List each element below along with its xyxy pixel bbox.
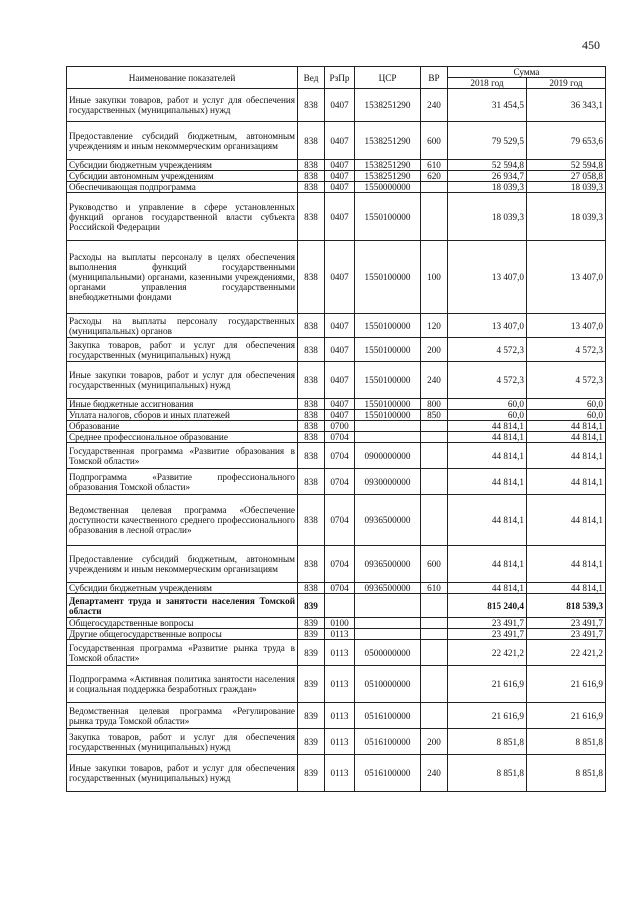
row-2019-cell: 18 039,3 [527,193,606,241]
row-vr-cell: 120 [421,314,448,338]
row-vr-cell: 600 [421,546,448,583]
row-rzpr-cell: 0113 [325,729,355,755]
row-2018-cell: 79 529,5 [448,122,527,160]
row-2019-cell: 4 572,3 [527,362,606,399]
table-row [67,193,606,241]
table-row [67,629,606,640]
table-row [67,171,606,182]
row-vr-cell [421,703,448,729]
row-vr-cell: 800 [421,399,448,410]
row-2018-cell: 44 814,1 [448,432,527,443]
row-2019-cell: 44 814,1 [527,546,606,583]
row-name-cell: Ведомственная целевая программа «Регулирование рынка труда Томской области» [67,703,298,729]
row-ved-cell: 838 [298,495,325,546]
row-csr-cell: 1538251290 [355,122,421,160]
row-ved-cell: 838 [298,362,325,399]
row-ved-cell: 838 [298,399,325,410]
row-2018-cell: 13 407,0 [448,241,527,314]
table-row [67,495,606,546]
table-row [67,755,606,792]
row-name-cell: Руководство и управление в сфере установленных функций органов государственной власти субъекта Российской Федерации [67,193,298,241]
row-2018-cell: 21 616,9 [448,703,527,729]
row-rzpr-cell: 0407 [325,122,355,160]
row-2018-cell: 44 814,1 [448,421,527,432]
row-2018-cell: 44 814,1 [448,469,527,495]
row-rzpr-cell: 0407 [325,314,355,338]
row-rzpr-cell: 0407 [325,399,355,410]
row-name-cell: Уплата налогов, сборов и иных платежей [67,410,298,421]
row-2018-cell: 8 851,8 [448,729,527,755]
row-ved-cell: 839 [298,729,325,755]
row-ved-cell: 839 [298,594,325,618]
row-vr-cell [421,193,448,241]
row-rzpr-cell: 0113 [325,666,355,703]
row-ved-cell: 838 [298,314,325,338]
row-csr-cell: 0516100000 [355,755,421,792]
row-vr-cell: 610 [421,583,448,594]
row-rzpr-cell: 0407 [325,410,355,421]
table-row [67,546,606,583]
row-ved-cell: 838 [298,160,325,171]
row-2019-cell: 44 814,1 [527,469,606,495]
row-2019-cell: 23 491,7 [527,629,606,640]
row-ved-cell: 838 [298,241,325,314]
row-rzpr-cell: 0704 [325,469,355,495]
row-ved-cell: 839 [298,666,325,703]
row-rzpr-cell: 0407 [325,362,355,399]
row-ved-cell: 838 [298,171,325,182]
table-row [67,160,606,171]
row-2019-cell: 4 572,3 [527,338,606,362]
row-name-cell: Расходы на выплаты персоналу государственных (муниципальных) органов [67,314,298,338]
row-2018-cell: 52 594,8 [448,160,527,171]
row-ved-cell: 839 [298,629,325,640]
header-csr: ЦСР [355,67,421,89]
row-ved-cell: 838 [298,432,325,443]
table-row [67,729,606,755]
row-2019-cell: 79 653,6 [527,122,606,160]
row-csr-cell: 0936500000 [355,546,421,583]
table-row [67,182,606,193]
row-rzpr-cell: 0113 [325,629,355,640]
row-csr-cell: 0500000000 [355,640,421,666]
row-rzpr-cell: 0113 [325,703,355,729]
row-2018-cell: 4 572,3 [448,362,527,399]
row-ved-cell: 838 [298,182,325,193]
row-csr-cell: 1550100000 [355,241,421,314]
row-rzpr-cell: 0407 [325,182,355,193]
row-2019-cell: 44 814,1 [527,432,606,443]
row-vr-cell: 240 [421,89,448,122]
row-vr-cell: 610 [421,160,448,171]
header-name: Наименование показателей [67,67,298,89]
row-name-cell: Общегосударственные вопросы [67,618,298,629]
row-rzpr-cell: 0113 [325,755,355,792]
row-2019-cell: 13 407,0 [527,241,606,314]
row-vr-cell [421,618,448,629]
row-ved-cell: 838 [298,421,325,432]
row-ved-cell: 838 [298,193,325,241]
budget-table [66,66,606,792]
row-2018-cell: 44 814,1 [448,443,527,469]
row-2019-cell: 36 343,1 [527,89,606,122]
row-rzpr-cell: 0407 [325,89,355,122]
row-vr-cell: 600 [421,122,448,160]
table-row [67,666,606,703]
row-name-cell: Иные закупки товаров, работ и услуг для обеспечения государственных (муниципальных) нужд [67,755,298,792]
row-rzpr-cell: 0407 [325,193,355,241]
row-csr-cell: 1550100000 [355,362,421,399]
table-header [67,67,606,89]
row-name-cell: Иные закупки товаров, работ и услуг для обеспечения государственных (муниципальных) нужд [67,89,298,122]
table-row [67,594,606,618]
row-vr-cell [421,640,448,666]
row-csr-cell: 0516100000 [355,703,421,729]
row-2018-cell: 23 491,7 [448,629,527,640]
row-ved-cell: 839 [298,755,325,792]
row-name-cell: Субсидии бюджетным учреждениям [67,583,298,594]
row-name-cell: Субсидии автономным учреждениям [67,171,298,182]
row-ved-cell: 839 [298,618,325,629]
table-row [67,443,606,469]
row-ved-cell: 838 [298,443,325,469]
row-2018-cell: 44 814,1 [448,495,527,546]
row-2019-cell: 52 594,8 [527,160,606,171]
row-ved-cell: 838 [298,410,325,421]
row-ved-cell: 838 [298,89,325,122]
table-row [67,338,606,362]
header-ved: Вед [298,67,325,89]
row-csr-cell: 1550000000 [355,182,421,193]
row-csr-cell: 0936500000 [355,495,421,546]
table-row [67,89,606,122]
row-vr-cell [421,495,448,546]
row-vr-cell [421,182,448,193]
row-vr-cell [421,629,448,640]
row-name-cell: Государственная программа «Развитие рынка труда в Томской области» [67,640,298,666]
row-2018-cell: 4 572,3 [448,338,527,362]
row-2018-cell: 44 814,1 [448,546,527,583]
row-csr-cell: 0516100000 [355,729,421,755]
row-csr-cell: 0900000000 [355,443,421,469]
row-vr-cell: 620 [421,171,448,182]
row-2018-cell: 815 240,4 [448,594,527,618]
row-vr-cell: 240 [421,755,448,792]
row-csr-cell: 1550100000 [355,410,421,421]
row-ved-cell: 838 [298,583,325,594]
row-2019-cell: 8 851,8 [527,729,606,755]
row-vr-cell: 200 [421,338,448,362]
table-row [67,469,606,495]
row-vr-cell: 850 [421,410,448,421]
row-vr-cell [421,469,448,495]
row-name-cell: Закупка товаров, работ и услуг для обеспечения государственных (муниципальных) нужд [67,729,298,755]
row-csr-cell: 1538251290 [355,160,421,171]
row-rzpr-cell: 0407 [325,241,355,314]
row-vr-cell [421,594,448,618]
row-2019-cell: 44 814,1 [527,583,606,594]
row-rzpr-cell: 0113 [325,640,355,666]
row-2019-cell: 13 407,0 [527,314,606,338]
table-row [67,241,606,314]
row-name-cell: Иные бюджетные ассигнования [67,399,298,410]
row-ved-cell: 838 [298,338,325,362]
row-name-cell: Среднее профессиональное образование [67,432,298,443]
row-vr-cell [421,432,448,443]
row-name-cell: Подпрограмма «Активная политика занятости населения и социальная поддержка безработных граждан» [67,666,298,703]
row-2018-cell: 44 814,1 [448,583,527,594]
row-csr-cell [355,421,421,432]
header-vr: ВР [421,67,448,89]
table-row [67,122,606,160]
row-rzpr-cell: 0407 [325,160,355,171]
row-rzpr-cell: 0704 [325,583,355,594]
row-csr-cell: 0510000000 [355,666,421,703]
row-2018-cell: 60,0 [448,399,527,410]
row-2019-cell: 818 539,3 [527,594,606,618]
row-csr-cell [355,618,421,629]
table-row [67,640,606,666]
row-2018-cell: 18 039,3 [448,193,527,241]
row-2018-cell: 21 616,9 [448,666,527,703]
row-ved-cell: 838 [298,122,325,160]
row-vr-cell: 200 [421,729,448,755]
table-row [67,583,606,594]
row-vr-cell: 240 [421,362,448,399]
table-row [67,703,606,729]
table-row [67,618,606,629]
row-2019-cell: 21 616,9 [527,703,606,729]
row-rzpr-cell: 0704 [325,546,355,583]
row-csr-cell: 0936500000 [355,583,421,594]
row-2019-cell: 60,0 [527,410,606,421]
row-2019-cell: 22 421,2 [527,640,606,666]
row-2019-cell: 44 814,1 [527,443,606,469]
table-row [67,410,606,421]
row-name-cell: Закупка товаров, работ и услуг для обеспечения государственных (муниципальных) нужд [67,338,298,362]
row-csr-cell: 1550100000 [355,399,421,410]
row-ved-cell: 839 [298,640,325,666]
row-2018-cell: 13 407,0 [448,314,527,338]
row-name-cell: Департамент труда и занятости населения Томской области [67,594,298,618]
table-row [67,399,606,410]
row-2019-cell: 44 814,1 [527,421,606,432]
table-body [67,89,606,792]
row-2018-cell: 60,0 [448,410,527,421]
row-csr-cell [355,432,421,443]
row-csr-cell: 1538251290 [355,89,421,122]
row-name-cell: Другие общегосударственные вопросы [67,629,298,640]
row-name-cell: Образование [67,421,298,432]
row-csr-cell: 1550100000 [355,314,421,338]
row-name-cell: Предоставление субсидий бюджетным, автономным учреждениям и иным некоммерческим организациям [67,546,298,583]
row-2019-cell: 18 039,3 [527,182,606,193]
row-2018-cell: 26 934,7 [448,171,527,182]
row-vr-cell [421,421,448,432]
row-rzpr-cell: 0407 [325,338,355,362]
page-number: 450 [582,38,600,52]
table-row [67,432,606,443]
row-2019-cell: 23 491,7 [527,618,606,629]
table-row [67,362,606,399]
row-2018-cell: 18 039,3 [448,182,527,193]
row-ved-cell: 838 [298,469,325,495]
row-2019-cell: 27 058,8 [527,171,606,182]
row-csr-cell: 1550100000 [355,338,421,362]
row-2019-cell: 8 851,8 [527,755,606,792]
row-vr-cell: 100 [421,241,448,314]
row-csr-cell: 0930000000 [355,469,421,495]
header-sum: Сумма [448,67,606,78]
row-vr-cell [421,443,448,469]
row-name-cell: Расходы на выплаты персоналу в целях обеспечения выполнения функций государственными (муниципальными) органами, казенными учреждениями, органами управления государственными внебюджетными фондами [67,241,298,314]
row-csr-cell [355,629,421,640]
row-name-cell: Субсидии бюджетным учреждениям [67,160,298,171]
row-ved-cell: 838 [298,546,325,583]
row-2018-cell: 23 491,7 [448,618,527,629]
row-rzpr-cell: 0704 [325,432,355,443]
row-rzpr-cell: 0407 [325,171,355,182]
row-rzpr-cell: 0700 [325,421,355,432]
row-csr-cell: 1538251290 [355,171,421,182]
row-name-cell: Предоставление субсидий бюджетным, автономным учреждениям и иным некоммерческим организациям [67,122,298,160]
row-2019-cell: 60,0 [527,399,606,410]
row-rzpr-cell: 0704 [325,443,355,469]
row-rzpr-cell: 0100 [325,618,355,629]
row-name-cell: Ведомственная целевая программа «Обеспечение доступности качественного среднего профессионального образования в лесной отрасли» [67,495,298,546]
row-csr-cell [355,594,421,618]
row-2018-cell: 31 454,5 [448,89,527,122]
row-vr-cell [421,666,448,703]
row-2018-cell: 22 421,2 [448,640,527,666]
row-name-cell: Иные закупки товаров, работ и услуг для обеспечения государственных (муниципальных) нужд [67,362,298,399]
row-name-cell: Государственная программа «Развитие образования в Томской области» [67,443,298,469]
row-csr-cell: 1550100000 [355,193,421,241]
row-2018-cell: 8 851,8 [448,755,527,792]
row-rzpr-cell [325,594,355,618]
header-2018: 2018 год [448,78,527,89]
table-row [67,314,606,338]
row-rzpr-cell: 0704 [325,495,355,546]
row-2019-cell: 44 814,1 [527,495,606,546]
table-row [67,421,606,432]
row-name-cell: Подпрограмма «Развитие профессионального образования Томской области» [67,469,298,495]
row-2019-cell: 21 616,9 [527,666,606,703]
header-2019: 2019 год [527,78,606,89]
row-name-cell: Обеспечивающая подпрограмма [67,182,298,193]
row-ved-cell: 839 [298,703,325,729]
header-rzpr: РзПр [325,67,355,89]
